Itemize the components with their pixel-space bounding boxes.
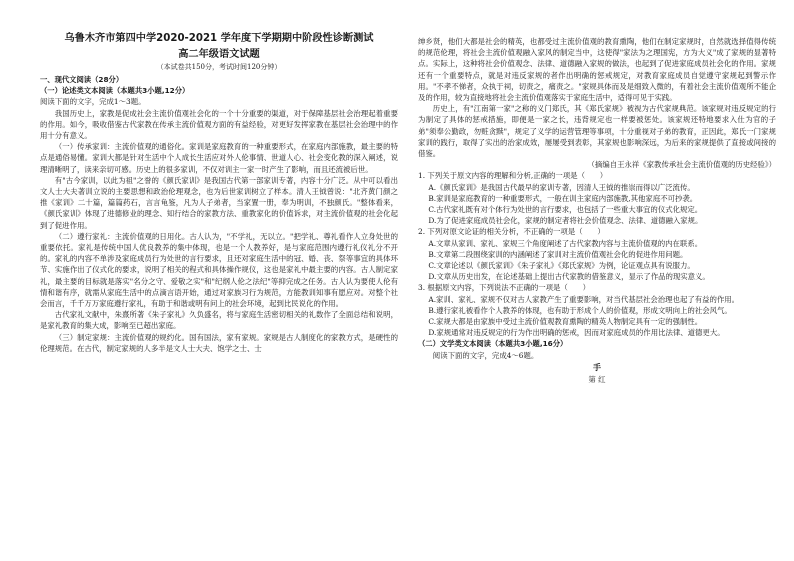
left-column (40, 30, 398, 354)
question-stem: 3. 根据原文内容，下列说法不正确的一项是（ ） (418, 283, 590, 293)
question-option: A.《颜氏家训》是我国古代最早的家训专著，因清人王钺的推崇而得以广泛流传。 (428, 182, 695, 192)
passage-paragraph: 我国历史上，家教是促成社会主流价值观社会化的一个十分重要的渠道，对于保障基层社会治理起着重要的作用。如今，吸收借鉴古代家教在传承主流价值观方面的有益经验，对更好发挥家教在基层社会治理中的作用十分有意义。 (40, 108, 398, 141)
passage-paragraph: 有"古今家训，以此为祖"之誉的《颜氏家训》是我国古代第一部家训专著，内容十分广泛。从中可以看出文人士大夫著训立说的主要思想和政治伦理观念，也为后世家训树立了样本。清人王钺曾说："北齐黄门颜之推《家训》二十篇，篇篇药石，言言龟鉴，凡为人子弟者，当家置一册，奉为明训，不独颜氏。"整体看来，《颜氏家训》体现了进德修业的理念、知行结合的家教方法、重教家化的价值诉求，对主流价值观的社会化起到了促进作用。 (40, 175, 398, 230)
question-option: D.为了促进家庭成员社会化，家规的制定者将社会价值观念、法律、道德融入家规。 (428, 216, 703, 226)
question-stem: 2. 下列对原文论证的相关分析，不正确的一项是（ ） (418, 227, 605, 237)
right-column (418, 36, 776, 385)
subsection-heading: （二）文学类文本阅读（本题共3小题,16分） (418, 339, 568, 349)
exam-title: 乌鲁木齐市第四中学2020-2021 学年度下学期期中阶段性诊断测试 (64, 33, 374, 44)
reading-instruction: 阅读下面的文字，完成1～3题。 (40, 97, 146, 107)
story-title: 手 (593, 361, 601, 372)
question-option: C.文章论述以《颜氏家训》《朱子家礼》《郑氏家规》为例，论证观点具有说服力。 (428, 261, 695, 271)
question-option: B.遵行家礼被看作个人教养的体现，也有助于形成个人的价值观，形成文明向上的社会风气。 (428, 305, 732, 315)
question-stem: 1. 下列关于原文内容的理解和分析,正确的一项是（ ） (418, 171, 608, 181)
question-option: B.家训是家庭教育的一种重要形式，一般在训主家庭内部施教,其他家庭不可抄袭。 (428, 193, 698, 203)
passage-paragraph: （二）遵行家礼：主流价值观的日用化。古人认为，"不学礼，无以立。"把学礼、尊礼看作人立身处世的重要依托。家礼是传统中国人优良教养的集中体现，也是一个人教养好，是与家庭范围内遵行礼仪礼分不开的。家礼的内容不单涉及家庭成员行为处世的言行要求，且还对家庭生活中的冠、婚、丧、祭等事宜的具体环节、实施作出了仪式化的要求，说明了相关的程式和具体操作规仪，这也是家礼中最主要的内容。古人制定家礼，最主要的目标就是落实"名分之守、爱敬之实"和"纪纲人伦之法纪"等抑完成之任务。古人认为要使人伦有情和谐有序，就需从家庭生活中的点滴言语开始，通过对家族习行为规范，方能教训知事有愿应对。对整个社会而言，千千万万家庭遵行家礼，有助于和谐或明有问上的社会环境，起到比民说化的作用。 (40, 231, 398, 309)
question-option: D.文章从历史出发，在论述基础上提出古代家教的借鉴意义，显示了作品的现实意义。 (428, 272, 710, 282)
question-option: C.古代家礼既有对个体行为处世的言行要求，也包括了一些重大事宜的仪式化规定。 (428, 205, 703, 215)
question-option: A.家训、家礼、家规不仅对古人家教产生了重要影响，对当代基层社会治理也起了有益的作用。 (428, 294, 740, 304)
question-option: A.文章从家训、家礼、家规三个角度阐述了古代家教内容与主流价值观的内在联系。 (428, 238, 703, 248)
passage-paragraph: 古代家礼文献中，朱熹所著《朱子家礼》久负盛名，将与家庭生活密切相关的礼数作了全面总结和说明，是家礼教育的集大成，影响至已超出家庭。 (40, 310, 398, 331)
story-author: 第 红 (588, 374, 606, 384)
source-citation: （摘编自王永祥《家教传承社会主流价值观的历史经验》） (587, 160, 776, 170)
exam-subtitle: 高二年级语文试题 (178, 49, 260, 60)
subsection-heading: （一）论述类文本阅读（本题共3小题,12分） (40, 86, 190, 96)
passage-paragraph: 历史上，有"江南第一家"之称的义门郑氏，其《郑氏家规》被视为古代家规典范。该家规对违反规定的行为制定了具体的惩戒措施，即便是一家之长，违背规定也一样要被惩处。该家规还特地要求入仕为官的子弟"须奉公勤政，勿赃贪黩"，规定了义学的运营管理等事项，十分重视对子弟的教育，正因此，郑氏一门家规家训的践行，取得了实出的治家成效，屡屡受到表彰，其家规也影响深远，为后来的家规提供了直接或间接的借鉴。 (418, 104, 776, 159)
question-option: B.文章第二段围绕家训的内涵阐述了家训对主流价值观社会化的促进作用问题。 (428, 249, 688, 259)
passage-paragraph: （三）制定家规：主流价值观的规约化。国有国法，家有家规。家规是古人制度化的家教方式，是硬性的伦理规范。在古代，制定家规的人多半是文人士大夫、饱学之士、士 (40, 332, 398, 353)
question-option: D.家规通常对违反规定的行为作出明确的惩戒，因而对家庭成员的作用比法律、道德更大。 (428, 328, 725, 338)
passage-paragraph: （一）传承家训：主流价值观的通俗化。家训是家庭教育的一种重要形式，在家庭内部施教，最主要的特点是通俗易懂。家训大都是针对生活中个人成长生活应对外人伦事情、世道人心、社会变化教的深入阐述，说理清晰明了，读来亲切可感。历史上的很多家训，不仅对训主一家一时产生了影响，而且还流被后世。 (40, 142, 398, 174)
reading-instruction: 阅读下面的文字，完成4～6题。 (432, 350, 539, 360)
section-heading: 一、现代文阅读（28分） (40, 75, 124, 84)
question-option: C.家规大都是由家族中受过主流价值观教育熏陶的精英人物制定具有一定的强制性。 (428, 317, 703, 327)
exam-info: （本试卷共150分，考试时间120分钟） (156, 63, 282, 71)
passage-paragraph: 绅乡贤，他们大都是社会的精英，也都受过主流价值观的教育熏陶，他们在制定家规时，自然就选择值得传统的规范伦理，将社会主流价值观融入家风的制定当中，这使得"家法为之理国宪，方为大义"成了家规的显著特点。实际上，这种将社会价值观念、法律、道德融入家规的做法，也起到了促进家庭成员社会化的作用。家规还有一个重要特点，就是对违反家规的者作出明确的惩戒规定，对教育家庭成员自觉遵守家规起到警示作用。"不孝不悌者，众执于祠，切责之，痛责之。"家规具体而及是细致入微的，有着社会主流价值观所不能企及的作用，较为直接地将社会主流价值观落实于家庭生活中，适得可见于实践。 (418, 37, 776, 103)
